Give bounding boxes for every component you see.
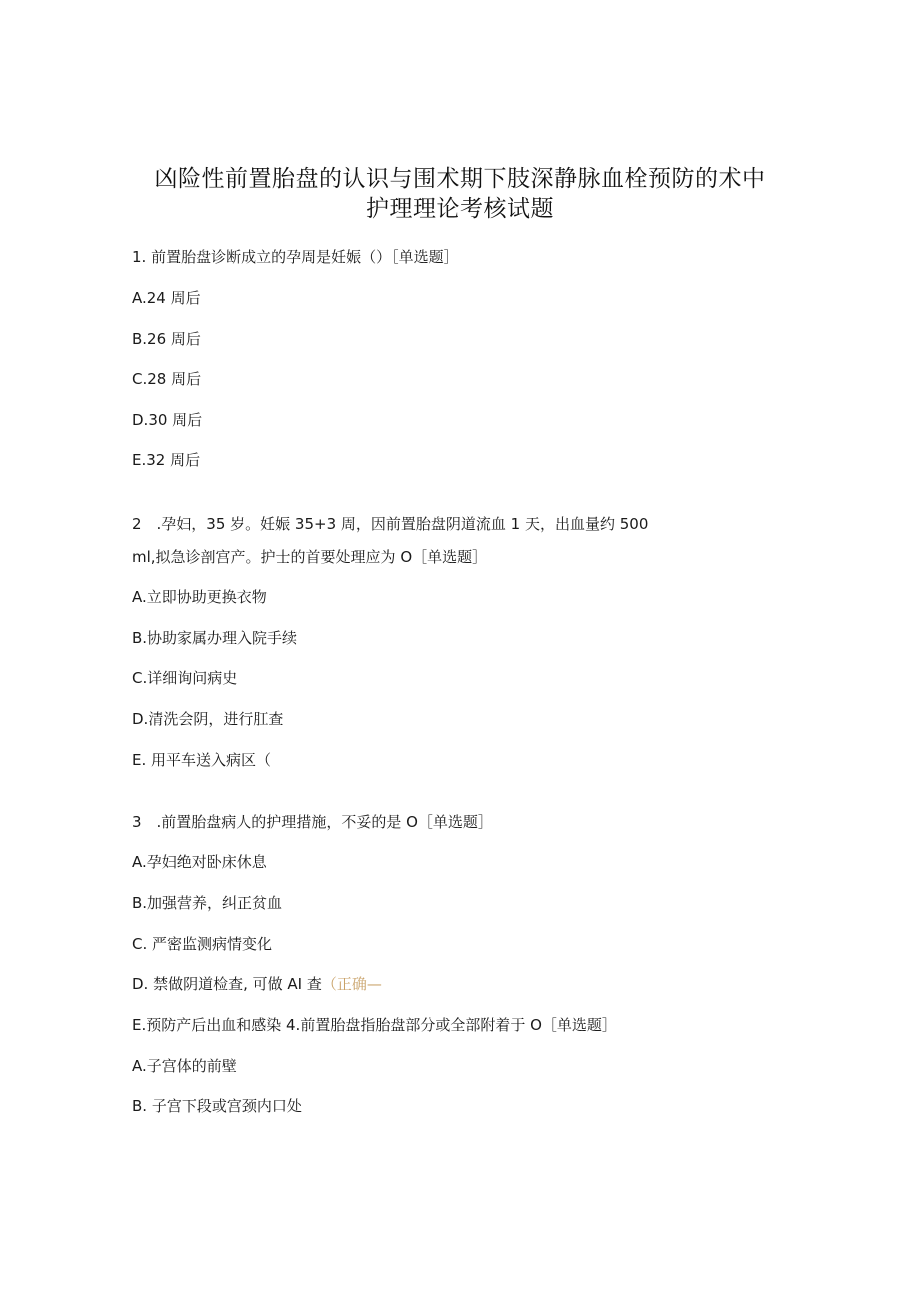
question-4-option-b: B. 子宫下段或宫颈内口处	[132, 1097, 302, 1115]
question-2-stem-line-2: ml,拟急诊剖宫产。护士的首要处理应为 O［单选题］	[132, 548, 488, 566]
question-1-stem: 1. 前置胎盘诊断成立的孕周是妊娠（）［单选题］	[132, 248, 459, 266]
question-3-option-c: C. 严密监测病情变化	[132, 935, 273, 953]
question-2-option-d: D.清洗会阴，进行肛查	[132, 710, 284, 728]
question-1-option-b: B.26 周后	[132, 330, 201, 348]
correct-answer-mark: （正确—	[321, 975, 382, 993]
question-3-option-b: B.加强营养，纠正贫血	[132, 894, 283, 912]
question-3-stem: 3 .前置胎盘病人的护理措施，不妥的是 O［单选题］	[132, 813, 493, 831]
exam-title-line-2: 护理理论考核试题	[366, 196, 554, 222]
question-3-option-a: A.孕妇绝对卧床休息	[132, 853, 267, 871]
question-2-option-b: B.协助家属办理入院手续	[132, 629, 298, 647]
question-1-option-e: E.32 周后	[132, 451, 201, 469]
question-1-option-a: A.24 周后	[132, 289, 201, 307]
question-2-option-a: A.立即协助更换衣物	[132, 588, 267, 606]
question-3-option-d	[132, 974, 382, 994]
question-2-option-c: C.详细询问病史	[132, 669, 238, 687]
question-1-option-c: C.28 周后	[132, 370, 202, 388]
question-2-option-e: E. 用平车送入病区（	[132, 751, 272, 769]
exam-title-line-1: 凶险性前置胎盘的认识与围术期下肢深静脉血栓预防的术中	[154, 166, 766, 192]
question-3-option-d-text: D. 禁做阴道检查, 可做 AI 查	[132, 975, 322, 993]
question-2-stem-line-1: 2 .孕妇，35 岁。妊娠 35+3 周，因前置胎盘阴道流血 1 天，出血量约 500	[132, 515, 649, 533]
question-1-option-d: D.30 周后	[132, 411, 203, 429]
question-4-option-a: A.子宫体的前壁	[132, 1057, 237, 1075]
question-3-option-e-and-question-4-stem: E.预防产后出血和感染 4.前置胎盘指胎盘部分或全部附着于 O［单选题］	[132, 1016, 617, 1034]
